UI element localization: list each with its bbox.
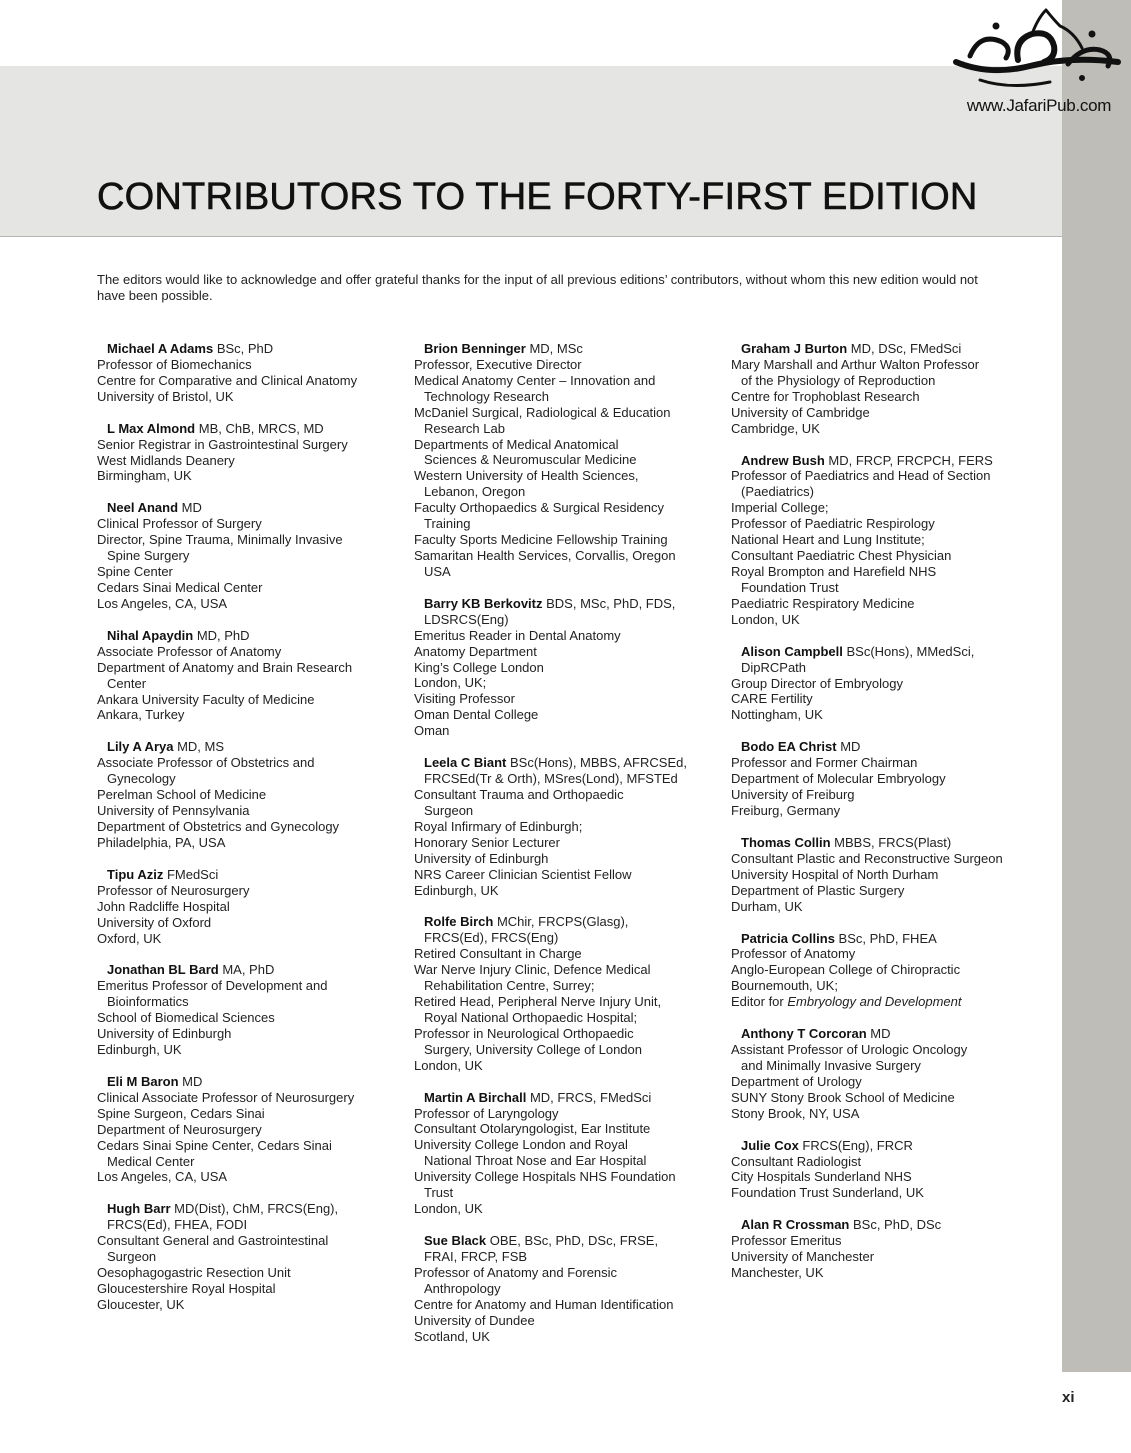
contributor-affiliation-line: City Hospitals Sunderland NHS — [731, 1169, 912, 1185]
contributor-affiliation-line: Western University of Health Sciences, — [414, 468, 639, 484]
publisher-url: www.JafariPub.com — [966, 96, 1112, 115]
contributor-affiliation-line: Professor of Biomechanics — [97, 356, 252, 372]
contributor-entry — [731, 739, 1041, 819]
contributor-credentials: MD — [836, 739, 861, 755]
contributor-entry — [731, 1026, 1041, 1122]
contributor-affiliation-line: Director, Spine Trauma, Minimally Invasive — [97, 532, 343, 548]
contributor-entry — [97, 421, 407, 485]
contributor-credentials: MD, PhD — [193, 627, 250, 643]
contributor-affiliation-line: Rehabilitation Centre, Surrey; — [424, 978, 595, 994]
contributor-affiliation-line: NRS Career Clinician Scientist Fellow — [414, 866, 632, 882]
contributor-affiliation-line: London, UK — [414, 1201, 483, 1217]
contributor-affiliation-line: Retired Consultant in Charge — [414, 946, 582, 962]
contributor-entry — [97, 628, 407, 724]
contributor-name: Rolfe Birch — [424, 914, 494, 930]
contributor-affiliation-line: Lebanon, Oregon — [424, 484, 526, 500]
contributor-affiliation-line: Research Lab — [424, 420, 505, 436]
contributor-heading — [731, 453, 1041, 469]
contributor-entry — [414, 914, 724, 1073]
contributor-credentials: BDS, MSc, PhD, FDS, — [542, 595, 676, 611]
contributor-affiliation-line: Departments of Medical Anatomical — [414, 436, 619, 452]
contributor-entry — [731, 644, 1041, 724]
contributor-affiliation-line: Medical Anatomy Center – Innovation and — [414, 372, 656, 388]
contributor-credentials: LDSRCS(Eng) — [424, 611, 509, 627]
contributor-affiliation-line: Medical Center — [107, 1153, 195, 1169]
contributor-heading — [731, 835, 1041, 851]
contributor-name: Julie Cox — [741, 1137, 799, 1153]
contributor-credentials: MD, DSc, FMedSci — [847, 341, 962, 356]
contributor-credentials: MChir, FRCPS(Glasg), — [493, 914, 629, 930]
contributor-name: Martin A Birchall — [424, 1089, 527, 1105]
contributor-affiliation-line: Professor of Neurosurgery — [97, 882, 250, 898]
contributor-entry — [97, 962, 407, 1058]
contributor-affiliation-line: Department of Anatomy and Brain Research — [97, 659, 353, 675]
contributor-heading — [731, 1138, 1041, 1154]
contributor-heading — [97, 421, 407, 437]
contributor-affiliation-line: Faculty Sports Medicine Fellowship Training — [414, 532, 668, 548]
contributor-affiliation-line: Professor of Laryngology — [414, 1105, 559, 1121]
publisher-logo — [950, 4, 1128, 120]
contributor-affiliation-line: University of Edinburgh — [97, 1026, 232, 1042]
contributor-entry — [414, 1233, 724, 1344]
contributor-affiliation-line: Consultant Radiologist — [731, 1153, 862, 1169]
contributor-affiliation-line: Edinburgh, UK — [414, 882, 499, 898]
contributor-affiliation-line: Manchester, UK — [731, 1265, 824, 1281]
contributor-entry — [97, 1201, 407, 1312]
contributor-affiliation-line: Professor of Paediatrics and Head of Section — [731, 468, 991, 484]
side-margin-bar — [1062, 0, 1131, 1372]
contributor-affiliation-line: Retired Head, Peripheral Nerve Injury Unit, — [414, 994, 662, 1010]
contributor-affiliation-line: Cedars Sinai Spine Center, Cedars Sinai — [97, 1137, 332, 1153]
contributor-affiliation-line: Oxford, UK — [97, 930, 162, 946]
contributor-affiliation-line: Samaritan Health Services, Corvallis, Oregon — [414, 547, 676, 563]
contributor-name: Michael A Adams — [107, 341, 214, 356]
contributor-credentials: FRCS(Ed), FRCS(Eng) — [424, 930, 559, 946]
contributor-affiliation-line: Professor in Neurological Orthopaedic — [414, 1025, 634, 1041]
contributor-affiliation-line: University of Cambridge — [731, 404, 870, 420]
contributor-affiliation-line: Edinburgh, UK — [97, 1042, 182, 1058]
contributor-affiliation-line: and Minimally Invasive Surgery — [741, 1057, 921, 1073]
contributor-heading — [731, 1026, 1041, 1042]
contributor-affiliation-line: Professor of Anatomy and Forensic — [414, 1264, 618, 1280]
contributor-entry — [97, 739, 407, 850]
contributor-affiliation-line: John Radcliffe Hospital — [97, 898, 230, 914]
contributor-affiliation-line: Freiburg, Germany — [731, 802, 841, 818]
contributor-affiliation-line: Professor and Former Chairman — [731, 755, 918, 771]
contributor-name: Neel Anand — [107, 500, 179, 516]
contributor-affiliation-line: Surgeon — [424, 802, 474, 818]
contributor-affiliation-line: Anatomy Department — [414, 643, 537, 659]
contributor-affiliation-line: SUNY Stony Brook School of Medicine — [731, 1089, 955, 1105]
contributor-heading — [97, 1201, 407, 1217]
contributor-credentials: MD — [866, 1026, 891, 1042]
contributor-affiliation-line: Stony Brook, NY, USA — [731, 1105, 860, 1121]
contributor-credentials: DipRCPath — [741, 659, 807, 675]
contributor-heading — [731, 739, 1041, 755]
contributor-credentials: FRCS(Eng), FRCR — [798, 1137, 913, 1153]
contributor-affiliation-line: School of Biomedical Sciences — [97, 1010, 275, 1026]
contributor-name: Thomas Collin — [741, 834, 831, 850]
contributor-affiliation-line: Ankara, Turkey — [97, 707, 185, 723]
editor-role-label: Editor for — [731, 994, 788, 1010]
contributor-name: Nihal Apaydin — [107, 627, 194, 643]
contributor-credentials: MB, ChB, MRCS, MD — [195, 420, 324, 436]
contributor-credentials: BSc(Hons), MMedSci, — [842, 643, 975, 659]
contributor-heading — [97, 962, 407, 978]
contributor-affiliation-line: Spine Center — [97, 564, 173, 580]
contributor-affiliation-line: University Hospital of North Durham — [731, 866, 939, 882]
contributor-affiliation-line: Department of Plastic Surgery — [731, 882, 905, 898]
contributor-credentials: FRCS(Ed), FHEA, FODI — [107, 1217, 248, 1233]
contributor-heading — [414, 755, 724, 771]
contributor-affiliation-line: Mary Marshall and Arthur Walton Professor — [731, 356, 980, 372]
contributor-entry — [414, 755, 724, 898]
contributor-name: Hugh Barr — [107, 1201, 171, 1217]
contributor-entry — [731, 1138, 1041, 1202]
contributor-affiliation-line: Department of Molecular Embryology — [731, 771, 946, 787]
contributor-heading — [97, 867, 407, 883]
contributor-affiliation-line: University College London and Royal — [414, 1137, 628, 1153]
contributor-affiliation-line: Oesophagogastric Resection Unit — [97, 1265, 291, 1281]
contributor-affiliation-line: Imperial College; — [731, 500, 829, 516]
contributor-affiliation-line: Los Angeles, CA, USA — [97, 1169, 228, 1185]
contributor-affiliation-line: Oman — [414, 723, 450, 739]
contributor-name: Patricia Collins — [741, 930, 835, 946]
contributor-heading — [414, 1233, 724, 1249]
contributor-heading — [731, 644, 1041, 660]
contributor-affiliation-line: Clinical Professor of Surgery — [97, 516, 262, 532]
contributor-name: Jonathan BL Bard — [107, 962, 219, 978]
contributor-affiliation-line: Spine Surgeon, Cedars Sinai — [97, 1105, 265, 1121]
contributor-credentials: MD, FRCP, FRCPCH, FERS — [824, 452, 993, 468]
contributor-affiliation-line: Associate Professor of Obstetrics and — [97, 755, 315, 771]
contributor-credentials: MD, FRCS, FMedSci — [526, 1089, 652, 1105]
contributor-affiliation-line: Emeritus Professor of Development and — [97, 978, 328, 994]
contributor-affiliation-line: Centre for Trophoblast Research — [731, 388, 920, 404]
contributor-affiliation-line: Scotland, UK — [414, 1328, 490, 1344]
contributor-credentials: BSc, PhD, FHEA — [834, 930, 937, 946]
contributor-affiliation-line: CARE Fertility — [731, 691, 813, 707]
contributor-affiliation-line: Professor of Paediatric Respirology — [731, 516, 935, 532]
contributor-affiliation-line: University College Hospitals NHS Foundation — [414, 1169, 676, 1185]
book-section-title: Embryology and Development — [787, 994, 962, 1010]
contributor-name: Brion Benninger — [424, 341, 526, 356]
contributor-credentials: MD, MS — [173, 739, 225, 755]
contributor-affiliation-line: Department of Urology — [731, 1073, 862, 1089]
contributor-credentials: BSc, PhD — [213, 341, 274, 356]
contributor-affiliation-line: Paediatric Respiratory Medicine — [731, 595, 915, 611]
contributor-entry — [97, 341, 407, 405]
contributor-affiliation-line: McDaniel Surgical, Radiological & Education — [414, 404, 671, 420]
contributor-affiliation-line: Birmingham, UK — [97, 468, 192, 484]
contributor-column-3 — [731, 341, 1041, 1297]
contributor-credentials: MD — [178, 500, 202, 516]
contributor-affiliation-line: Philadelphia, PA, USA — [97, 834, 226, 850]
contributor-affiliation-line: Royal Infirmary of Edinburgh; — [414, 818, 583, 834]
contributor-heading — [414, 1090, 724, 1106]
contributor-affiliation-line: Anthropology — [424, 1280, 501, 1296]
contributor-affiliation-line: University of Dundee — [414, 1312, 535, 1328]
contributor-credentials: MD, MSc — [525, 341, 583, 356]
contributor-affiliation-line: London, UK; — [414, 675, 487, 691]
contributor-name: Leela C Biant — [424, 755, 507, 771]
contributor-entry — [97, 500, 407, 611]
contributor-affiliation-line: Consultant Trauma and Orthopaedic — [414, 786, 624, 802]
contributor-credentials: MD(Dist), ChM, FRCS(Eng), — [170, 1201, 339, 1217]
contributor-affiliation-line: Faculty Orthopaedics & Surgical Residency — [414, 500, 665, 516]
contributor-heading — [97, 341, 407, 357]
contributor-affiliation-line: Los Angeles, CA, USA — [97, 595, 228, 611]
contributor-entry — [731, 931, 1041, 1011]
contributor-affiliation-line: University of Manchester — [731, 1249, 875, 1265]
contributor-affiliation-line: Gloucestershire Royal Hospital — [97, 1281, 276, 1297]
contributor-affiliation-line: Bournemouth, UK; — [731, 978, 838, 994]
contributor-heading — [97, 500, 407, 516]
contributor-name: Anthony T Corcoran — [741, 1026, 867, 1042]
contributor-heading — [414, 596, 724, 612]
contributor-affiliation-line: Associate Professor of Anatomy — [97, 643, 282, 659]
contributor-affiliation-line: Royal National Orthopaedic Hospital; — [424, 1009, 638, 1025]
contributor-affiliation-line: Consultant Otolaryngologist, Ear Institute — [414, 1121, 651, 1137]
contributor-affiliation-line: Trust — [424, 1185, 454, 1201]
contributor-affiliation-line: Training — [424, 516, 471, 532]
contributor-name: Lily A Arya — [107, 739, 174, 755]
contributor-heading — [414, 914, 724, 930]
contributor-affiliation-line: Centre for Comparative and Clinical Anatomy — [97, 372, 358, 388]
contributor-credentials: MD — [178, 1073, 203, 1089]
contributor-name: Eli M Baron — [107, 1073, 179, 1089]
contributor-name: Alison Campbell — [741, 643, 843, 659]
contributor-affiliation-line: West Midlands Deanery — [97, 452, 235, 468]
contributor-affiliation-line: Department of Neurosurgery — [97, 1121, 262, 1137]
contributor-affiliation-line: University of Bristol, UK — [97, 388, 234, 404]
contributor-affiliation-line: USA — [424, 563, 451, 579]
intro-paragraph: The editors would like to acknowledge and offer grateful thanks for the input of all previous editions’ contributors, without whom this new edition would not have been possible. — [97, 272, 978, 303]
contributor-name: Bodo EA Christ — [741, 739, 837, 755]
contributor-affiliation-line: Foundation Trust Sunderland, UK — [731, 1185, 924, 1201]
contributor-column-1 — [97, 341, 407, 1329]
contributor-affiliation-line: Ankara University Faculty of Medicine — [97, 691, 315, 707]
contributor-credentials: BSc(Hons), MBBS, AFRCSEd, — [506, 755, 687, 771]
contributor-affiliation-line: National Heart and Lung Institute; — [731, 532, 925, 548]
contributor-affiliation-line: Anglo-European College of Chiropractic — [731, 962, 961, 978]
contributor-affiliation-line: Spine Surgery — [107, 548, 190, 564]
contributor-affiliation-line: Consultant Paediatric Chest Physician — [731, 548, 952, 564]
contributor-affiliation-line: Clinical Associate Professor of Neurosurgery — [97, 1089, 355, 1105]
contributor-credentials: FMedSci — [163, 866, 219, 882]
contributor-affiliation-line: Cambridge, UK — [731, 420, 820, 436]
page-title: CONTRIBUTORS TO THE FORTY-FIRST EDITION — [97, 176, 978, 218]
contributor-affiliation-line — [731, 994, 1041, 1010]
contributor-affiliation-line: Gynecology — [107, 771, 176, 787]
contributor-credentials: BSc, PhD, DSc — [849, 1217, 942, 1233]
contributor-heading — [731, 931, 1041, 947]
contributor-affiliation-line: Group Director of Embryology — [731, 675, 903, 691]
contributor-affiliation-line: Bioinformatics — [107, 994, 189, 1010]
contributor-name: Graham J Burton — [741, 341, 848, 356]
contributor-affiliation-line: (Paediatrics) — [741, 484, 814, 500]
contributor-affiliation-line: Department of Obstetrics and Gynecology — [97, 818, 340, 834]
contributor-heading — [97, 1074, 407, 1090]
contributor-entry — [414, 1090, 724, 1217]
contributor-name: L Max Almond — [107, 420, 196, 436]
contributor-entry — [731, 453, 1041, 628]
contributor-affiliation-line: Perelman School of Medicine — [97, 787, 267, 803]
contributor-credentials: FRAI, FRCP, FSB — [424, 1248, 528, 1264]
contributor-entry — [731, 1217, 1041, 1281]
contributor-column-2 — [414, 341, 724, 1360]
contributor-affiliation-line: Oman Dental College — [414, 707, 539, 723]
contributor-affiliation-line: Center — [107, 675, 147, 691]
contributor-affiliation-line: Consultant Plastic and Reconstructive Surgeon — [731, 850, 1003, 866]
contributor-entry — [731, 835, 1041, 915]
contributor-affiliation-line: Professor of Anatomy — [731, 946, 856, 962]
contributor-heading — [97, 628, 407, 644]
contributor-entry — [731, 341, 1041, 437]
page-number: xi — [1062, 1389, 1075, 1406]
contributor-affiliation-line: University of Edinburgh — [414, 850, 549, 866]
contributor-affiliation-line: Consultant General and Gastrointestinal — [97, 1233, 329, 1249]
contributor-heading — [731, 1217, 1041, 1233]
contributor-affiliation-line: University of Pennsylvania — [97, 803, 250, 819]
contributor-affiliation-line: University of Oxford — [97, 914, 212, 930]
contributor-name: Tipu Aziz — [107, 866, 164, 882]
contributor-affiliation-line: Foundation Trust — [741, 579, 839, 595]
contributor-entry — [97, 867, 407, 947]
contributor-affiliation-line: War Nerve Injury Clinic, Defence Medical — [414, 962, 651, 978]
contributor-credentials: OBE, BSc, PhD, DSc, FRSE, — [486, 1233, 659, 1249]
contributor-entry — [414, 596, 724, 739]
contributor-affiliation-line: Cedars Sinai Medical Center — [97, 579, 263, 595]
contributor-affiliation-line: Emeritus Reader in Dental Anatomy — [414, 627, 621, 643]
contributor-affiliation-line: Surgery, University College of London — [424, 1041, 642, 1057]
contributor-affiliation-line: Senior Registrar in Gastrointestinal Surgery — [97, 436, 348, 452]
contributor-affiliation-line: London, UK — [414, 1057, 483, 1073]
contributor-credentials: MBBS, FRCS(Plast) — [830, 834, 952, 850]
contributor-affiliation-line: Technology Research — [424, 388, 550, 404]
calligraphy-logo-icon — [950, 4, 1128, 96]
contributor-affiliation-line: Sciences & Neuromuscular Medicine — [424, 452, 637, 468]
contributor-affiliation-line: Assistant Professor of Urologic Oncology — [731, 1042, 968, 1058]
contributor-heading — [731, 341, 1041, 357]
contributor-affiliation-line: Centre for Anatomy and Human Identification — [414, 1296, 674, 1312]
contributor-affiliation-line: Visiting Professor — [414, 691, 515, 707]
contributor-affiliation-line: Nottingham, UK — [731, 707, 823, 723]
contributor-affiliation-line: Honorary Senior Lecturer — [414, 834, 560, 850]
contributor-entry — [97, 1074, 407, 1185]
contributor-affiliation-line: University of Freiburg — [731, 787, 855, 803]
contributor-affiliation-line: National Throat Nose and Ear Hospital — [424, 1153, 647, 1169]
contributor-name: Andrew Bush — [741, 452, 825, 468]
contributor-affiliation-line: Gloucester, UK — [97, 1296, 185, 1312]
contributor-name: Alan R Crossman — [741, 1217, 850, 1233]
contributor-credentials: FRCSEd(Tr & Orth), MSres(Lond), MFSTEd — [424, 771, 678, 787]
contributor-affiliation-line: Durham, UK — [731, 898, 803, 914]
contributor-name: Sue Black — [424, 1233, 487, 1249]
contributor-affiliation-line: Professor Emeritus — [731, 1233, 842, 1249]
contributor-credentials: MA, PhD — [218, 962, 275, 978]
contributor-affiliation-line: Professor, Executive Director — [414, 356, 582, 372]
contributor-entry — [414, 341, 724, 580]
contributor-heading — [97, 739, 407, 755]
contributor-affiliation-line: of the Physiology of Reproduction — [741, 372, 936, 388]
contributor-affiliation-line: Surgeon — [107, 1249, 157, 1265]
contributor-heading — [414, 341, 724, 357]
contributor-name: Barry KB Berkovitz — [424, 595, 543, 611]
contributor-affiliation-line: Royal Brompton and Harefield NHS — [731, 563, 937, 579]
contributor-affiliation-line: King’s College London — [414, 659, 544, 675]
contributor-affiliation-line: London, UK — [731, 611, 800, 627]
